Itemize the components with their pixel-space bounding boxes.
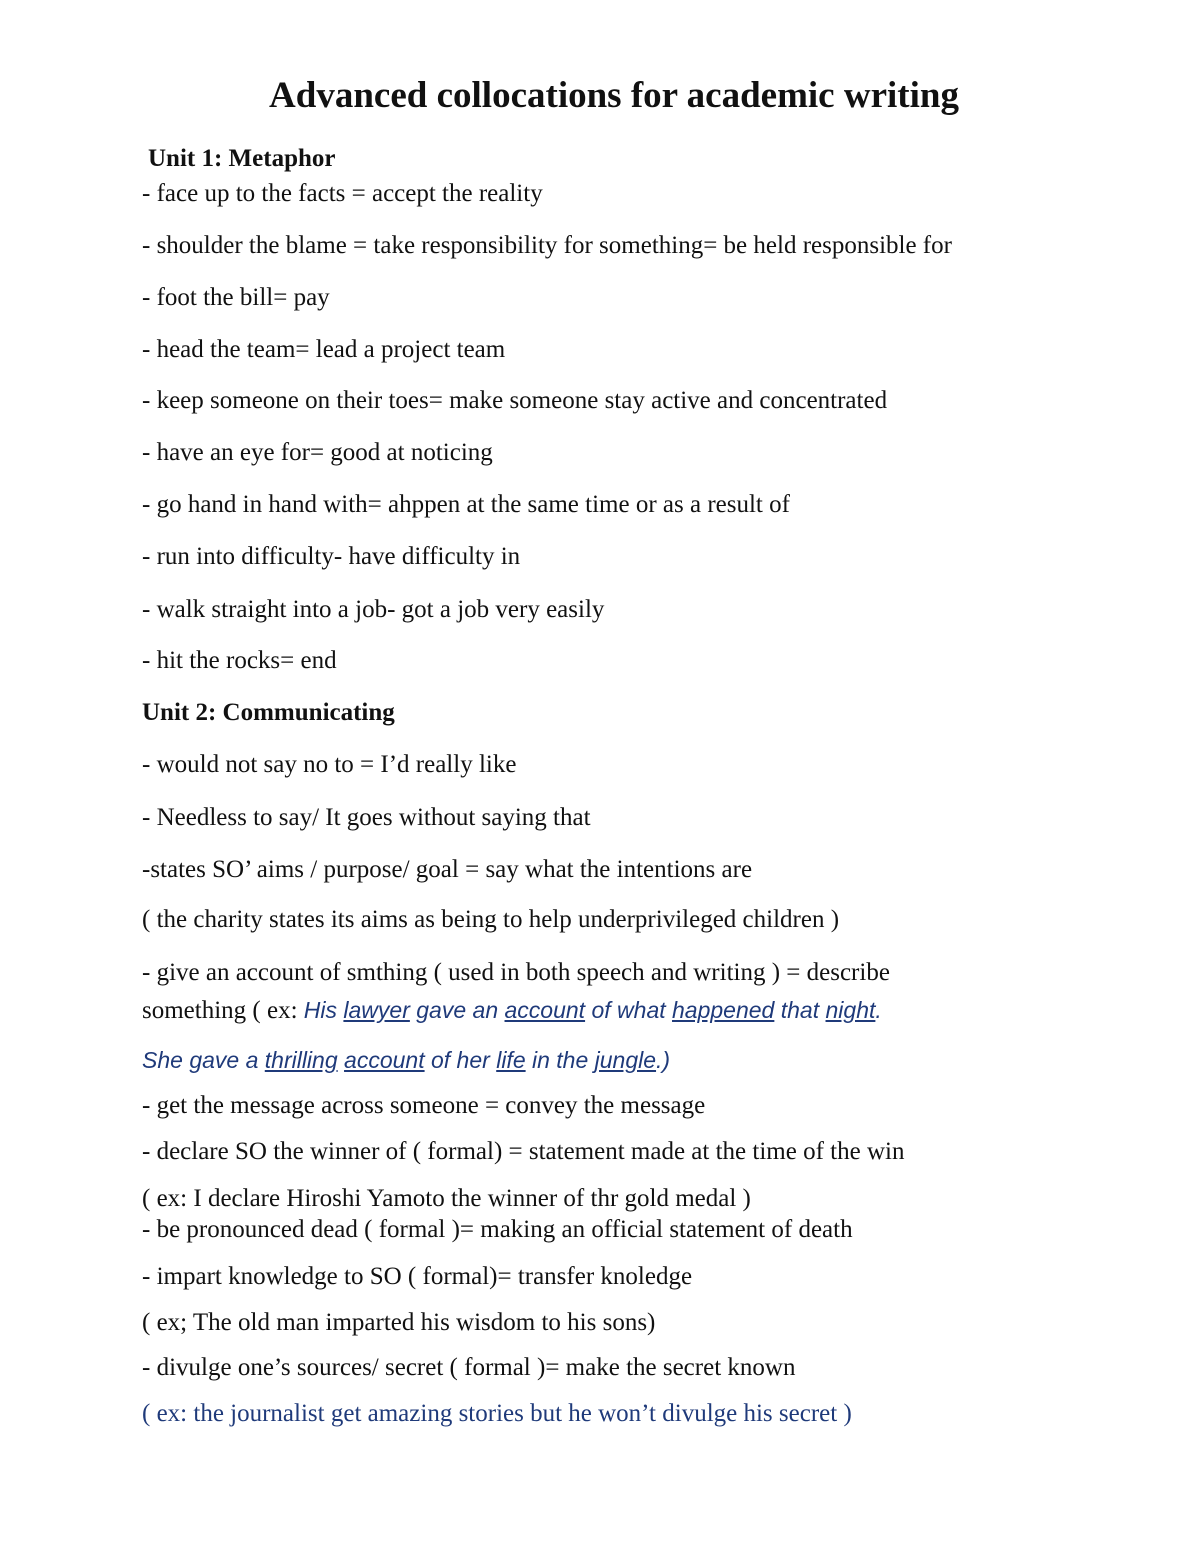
example-link-word: life [496,1047,526,1073]
example-word: that [774,997,826,1023]
example-link-word: account [504,997,586,1023]
example-word: of what [585,997,673,1023]
unit2-item: - give an account of smthing ( used in both speech and writing ) = describe [142,959,890,986]
account-continuation: something ( ex: [142,997,304,1024]
example-sentence-2 [142,1045,670,1075]
unit2-example: ( ex: the journalist get amazing stories but he won’t divulge his secret ) [142,1400,852,1427]
unit1-heading: Unit 1: Metaphor [148,145,336,172]
account-example-line [142,995,882,1026]
example-link-word: jungle [594,1047,657,1073]
unit2-item: ( the charity states its aims as being to help underprivileged children ) [142,906,840,933]
unit2-example: ( ex; The old man imparted his wisdom to his sons) [142,1309,656,1336]
unit2-item: - divulge one’s sources/ secret ( formal )= make the secret known [142,1354,796,1381]
unit2-item: - impart knowledge to SO ( formal)= transfer knoledge [142,1263,693,1290]
example-link-word: account [344,1047,425,1073]
example-word: . [875,997,882,1023]
example-word: of her [424,1047,497,1073]
unit2-item: -states SO’ aims / purpose/ goal = say what the intentions are [142,856,753,883]
example-link-word: night [825,997,876,1023]
unit1-item: - foot the bill= pay [142,284,330,311]
unit2-item: - Needless to say/ It goes without saying that [142,804,591,831]
example-link-word: thrilling [264,1047,338,1073]
unit2-heading: Unit 2: Communicating [142,699,395,726]
unit1-item: - walk straight into a job- got a job very easily [142,596,605,623]
example-word: in the [525,1047,595,1073]
unit1-item: - shoulder the blame = take responsibility for something= be held responsible for [142,232,952,259]
unit2-item: - get the message across someone = convey the message [142,1092,706,1119]
unit1-item: - run into difficulty- have difficulty in [142,543,521,570]
unit2-item: - would not say no to = I’d really like [142,751,517,778]
example-word: .) [656,1047,671,1073]
unit1-item: - keep someone on their toes= make someone stay active and concentrated [142,387,888,414]
example-word: She gave a [142,1047,265,1073]
example-link-word: happened [672,997,775,1023]
example-word: His [303,997,344,1023]
unit1-item: - face up to the facts = accept the reality [142,180,543,207]
unit1-item: - hit the rocks= end [142,647,337,674]
unit1-item: - head the team= lead a project team [142,336,506,363]
example-link-word: lawyer [343,997,410,1023]
unit2-item: - declare SO the winner of ( formal) = statement made at the time of the win [142,1138,905,1165]
unit1-item: - have an eye for= good at noticing [142,439,493,466]
document-title: Advanced collocations for academic writing [269,75,959,116]
unit1-item: - go hand in hand with= ahppen at the same time or as a result of [142,491,790,518]
example-sentence-1 [304,997,882,1023]
example-word: gave an [409,997,505,1023]
unit2-item: - be pronounced dead ( formal )= making an official statement of death [142,1216,853,1243]
unit2-example: ( ex: I declare Hiroshi Yamoto the winner of thr gold medal ) [142,1185,751,1212]
